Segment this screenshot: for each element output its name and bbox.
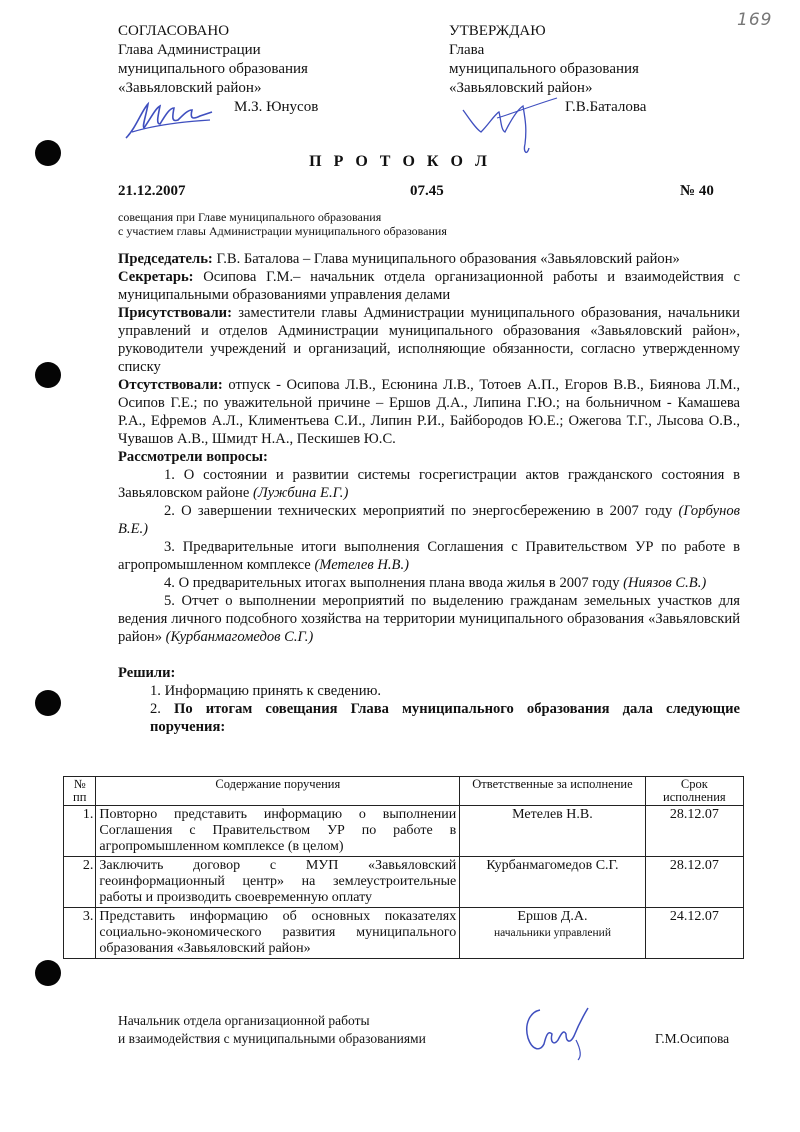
signature-footer (510, 1000, 600, 1062)
chairman-paragraph (118, 250, 740, 268)
question-responsible: (Ниязов С.В.) (623, 575, 707, 591)
punch-hole (35, 690, 61, 716)
page-number: 169 (737, 10, 773, 30)
subtitle-line: с участием главы Администрации муниципального образования (118, 224, 447, 238)
row-deadline: 24.12.07 (645, 908, 743, 959)
table-row (64, 806, 744, 857)
question-item: 3. Предварительные итоги выполнения Соглашения с Правительством УР по работе в агропромышленном комплексе (Метелев Н.В.) (118, 539, 740, 573)
chairman-text: Г.В. Баталова – Глава муниципального образования «Завьяловский район» (212, 251, 680, 267)
row-num: 3. (64, 908, 96, 959)
header-num: № пп (64, 777, 96, 806)
footer-position (118, 1012, 426, 1048)
footer-signatory: Г.М.Осипова (655, 1031, 730, 1046)
approval-right-line: «Завьяловский район» (449, 80, 593, 96)
signature-right (455, 88, 565, 160)
orders-table (63, 776, 744, 959)
approval-left-heading: СОГЛАСОВАНО (118, 23, 230, 39)
decided-heading: Решили: (118, 665, 176, 681)
row-content: Повторно представить информацию о выполнении Соглашения с Правительством УР по работе в агропромышленном комплексе (в целом) (96, 806, 460, 857)
header-responsible: Ответственные за исполнение (460, 777, 645, 806)
row-responsible: Курбанмагомедов С.Г. (460, 857, 645, 908)
present-text: заместители главы Администрации муниципального образования, начальники управлений и отделов Администрации муниципального образования «Завьяловский район», руководители учреждений и организаций, исполняющие обязанности, согласно утвержденному списку (118, 305, 740, 375)
absent-label: Отсутствовали: (118, 377, 223, 393)
document-title: П Р О Т О К О Л (309, 153, 491, 170)
approval-left-line: Глава Администрации (118, 42, 261, 58)
protocol-number: № 40 (680, 183, 714, 199)
footer-position-line: и взаимодействия с муниципальными образованиями (118, 1031, 426, 1046)
row-content: Представить информацию об основных показателях социально-экономического развития муниципального образования «Завьяловский район» (96, 908, 460, 959)
subtitle-line: совещания при Главе муниципального образования (118, 210, 382, 224)
decision-list (118, 682, 740, 736)
questions-heading: Рассмотрели вопросы: (118, 449, 268, 465)
decision-item: 2. По итогам совещания Глава муниципального образования дала следующие поручения: (150, 701, 740, 735)
approval-left-block (118, 22, 308, 98)
question-responsible: (Метелев Н.В.) (314, 557, 409, 573)
row-responsible: Ершов Д.А. начальники управлений (460, 908, 645, 959)
row-content: Заключить договор с МУП «Завьяловский геоинформационный центр» на землеустроительные работы и производить своевременную оплату (96, 857, 460, 908)
signature-left (122, 98, 217, 144)
protocol-body (118, 250, 740, 736)
table-row (64, 857, 744, 908)
question-item: 2. О завершении технических мероприятий по энергосбережению в 2007 году (Горбунов В.Е.) (118, 503, 740, 537)
approval-left-line: «Завьяловский район» (118, 80, 262, 96)
row-deadline: 28.12.07 (645, 857, 743, 908)
decision-item: 1. Информацию принять к сведению. (150, 683, 382, 699)
protocol-time: 07.45 (410, 183, 444, 199)
row-deadline: 28.12.07 (645, 806, 743, 857)
approval-right-line: Глава (449, 42, 485, 58)
question-item: 5. Отчет о выполнении мероприятий по выделению гражданам земельных участков для ведения личного подсобного хозяйства на территории муниципального образования «Завьяловский район» (Курбанмагомедов С.Г.) (118, 593, 740, 645)
secretary-label: Секретарь: (118, 269, 194, 285)
approval-right-line: муниципального образования (449, 61, 639, 77)
punch-hole (35, 362, 61, 388)
question-item: 1. О состоянии и развитии системы госрегистрации актов гражданского состояния в Завьяловском районе (Лужбина Е.Г.) (118, 467, 740, 501)
approval-left-signatory: М.З. Юнусов (234, 99, 319, 115)
approval-right-block (449, 22, 639, 98)
header-content: Содержание поручения (96, 777, 460, 806)
secretary-text: Осипова Г.М.– начальник отдела организационной работы и взаимодействия с муниципальными образованиями управления делами (118, 269, 740, 303)
approval-right-signatory: Г.В.Баталова (565, 99, 647, 115)
absent-paragraph (118, 376, 740, 448)
row-num: 2. (64, 857, 96, 908)
present-label: Присутствовали: (118, 305, 232, 321)
approval-right-heading: УТВЕРЖДАЮ (449, 23, 546, 39)
chairman-label: Председатель: (118, 251, 213, 267)
question-responsible: (Горбунов В.Е.) (118, 503, 740, 537)
secretary-paragraph (118, 268, 740, 304)
absent-text: отпуск - Осипова Л.В., Есюнина Л.В., Тотоев А.П., Егоров В.В., Биянова Л.М., Осипов Г.Е.; по уважительной причине – Ершов Д.А., Липина Г.Ю.; на больничном - Камашева Р.А., Ефремов А.Л., Климентьева С.И., Липин Р.И., Байбородов Ю.Е.; Ожегова Т.Г., Лысова О.В., Чувашов А.В., Шмидт Н.А., Пескишев Ю.С. (118, 377, 740, 447)
row-responsible: Метелев Н.В. (460, 806, 645, 857)
table-header-row (64, 777, 744, 806)
question-responsible: (Курбанмагомедов С.Г.) (165, 629, 314, 645)
table-row (64, 908, 744, 959)
row-responsible-sub: начальники управлений (493, 927, 611, 939)
row-num: 1. (64, 806, 96, 857)
punch-hole (35, 960, 61, 986)
question-responsible: (Лужбина Е.Г.) (252, 485, 349, 501)
protocol-subtitle (118, 210, 447, 238)
approval-left-line: муниципального образования (118, 61, 308, 77)
decision-orders-intro: По итогам совещания Глава муниципального образования дала следующие поручения: (150, 701, 740, 735)
protocol-date: 21.12.2007 (118, 183, 186, 199)
present-paragraph (118, 304, 740, 376)
question-item: 4. О предварительных итогах выполнения плана ввода жилья в 2007 году (Ниязов С.В.) (164, 575, 707, 591)
footer-position-line: Начальник отдела организационной работы (118, 1013, 370, 1028)
header-deadline: Срок исполнения (645, 777, 743, 806)
